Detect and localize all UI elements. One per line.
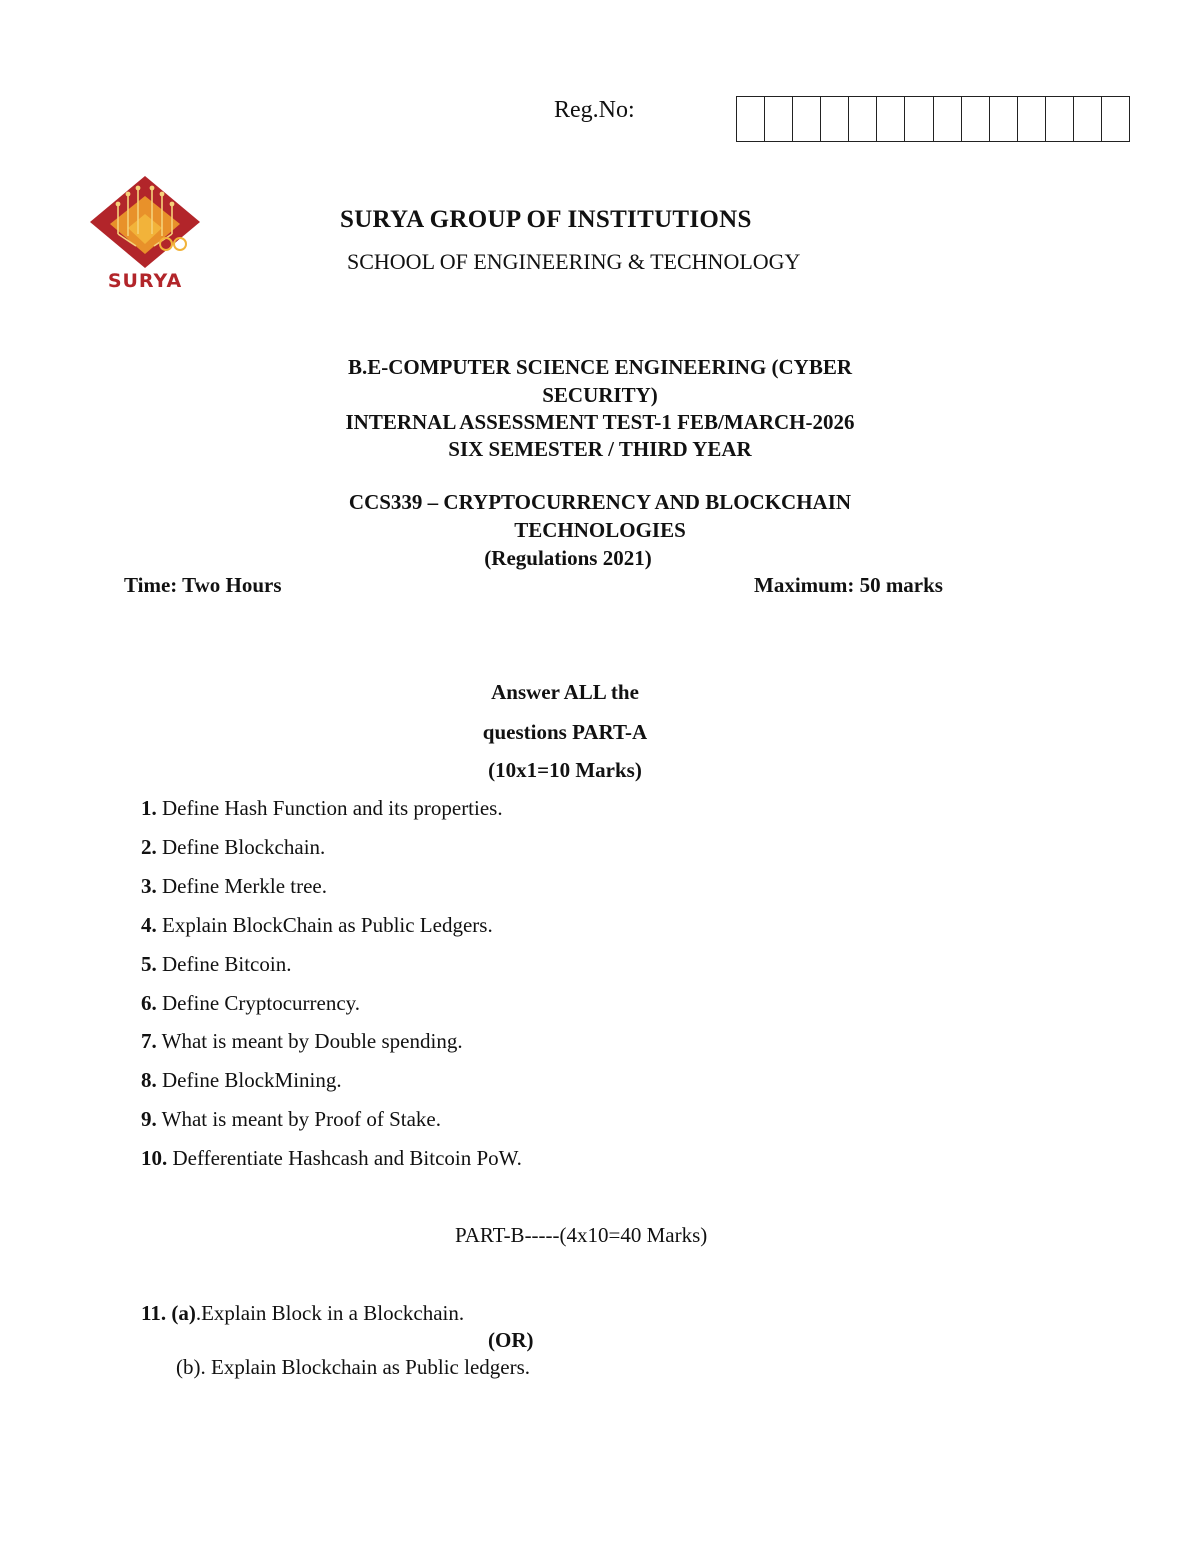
institution-name: SURYA GROUP OF INSTITUTIONS bbox=[340, 206, 752, 233]
reg-no-boxes[interactable] bbox=[736, 96, 1130, 142]
or-separator: (OR) bbox=[488, 1328, 534, 1352]
reg-no-digit-box[interactable] bbox=[765, 97, 793, 141]
reg-no-digit-box[interactable] bbox=[990, 97, 1018, 141]
question-item bbox=[141, 1029, 463, 1054]
question-text: Define Merkle tree. bbox=[162, 873, 327, 898]
question-11a bbox=[141, 1301, 464, 1326]
question-text: Define Bitcoin. bbox=[162, 951, 292, 976]
reg-no-digit-box[interactable] bbox=[821, 97, 849, 141]
reg-no-digit-box[interactable] bbox=[793, 97, 821, 141]
course-title-line1: B.E-COMPUTER SCIENCE ENGINEERING (CYBER bbox=[347, 355, 853, 379]
reg-no-digit-box[interactable] bbox=[1046, 97, 1074, 141]
regulations: (Regulations 2021) bbox=[484, 546, 652, 570]
question-number: 3. bbox=[141, 873, 157, 898]
reg-no-digit-box[interactable] bbox=[1102, 97, 1129, 141]
subject-title-line2: TECHNOLOGIES bbox=[514, 518, 686, 542]
subject-title-line1: CCS339 – CRYPTOCURRENCY AND BLOCKCHAIN bbox=[348, 490, 852, 514]
course-title-line2: SECURITY) bbox=[542, 383, 658, 407]
reg-no-digit-box[interactable] bbox=[877, 97, 905, 141]
reg-no-digit-box[interactable] bbox=[962, 97, 990, 141]
question-number: 11. bbox=[141, 1301, 167, 1325]
question-text: Define Hash Function and its properties. bbox=[162, 796, 503, 820]
reg-no-digit-box[interactable] bbox=[905, 97, 933, 141]
question-11b: (b). Explain Blockchain as Public ledgers. bbox=[176, 1355, 530, 1379]
test-name: INTERNAL ASSESSMENT TEST-1 FEB/MARCH-2026 bbox=[345, 410, 855, 434]
part-a-instruction-line2: questions PART-A bbox=[482, 720, 648, 744]
semester-year: SIX SEMESTER / THIRD YEAR bbox=[448, 437, 752, 461]
question-item bbox=[141, 1068, 342, 1093]
question-item bbox=[141, 1146, 522, 1171]
question-text: What is meant by Double spending. bbox=[161, 1029, 463, 1054]
question-number: 1. bbox=[141, 796, 157, 820]
question-number: 6. bbox=[141, 990, 157, 1015]
option-a-text: .Explain Block in a Blockchain. bbox=[195, 1301, 465, 1325]
maximum-marks: Maximum: 50 marks bbox=[754, 573, 943, 597]
exam-duration: Time: Two Hours bbox=[124, 573, 282, 597]
question-text: Explain BlockChain as Public Ledgers. bbox=[162, 912, 493, 937]
question-number: 2. bbox=[141, 834, 157, 859]
question-item bbox=[141, 991, 360, 1016]
question-number: 4. bbox=[141, 912, 157, 937]
question-number: 9. bbox=[141, 1107, 157, 1132]
part-a-instruction-line1: Answer ALL the bbox=[491, 680, 639, 704]
question-number: 10. bbox=[141, 1146, 168, 1171]
part-b-heading: PART-B-----(4x10=40 Marks) bbox=[455, 1223, 708, 1247]
question-text: What is meant by Proof of Stake. bbox=[161, 1107, 441, 1132]
logo-wordmark: SURYA bbox=[107, 270, 183, 292]
question-item bbox=[141, 1107, 441, 1132]
question-number: 8. bbox=[141, 1068, 157, 1093]
question-item bbox=[141, 835, 325, 860]
reg-no-digit-box[interactable] bbox=[934, 97, 962, 141]
question-text: Define Cryptocurrency. bbox=[162, 990, 361, 1015]
option-a-label: (a) bbox=[171, 1301, 196, 1325]
question-text: Defferentiate Hashcash and Bitcoin PoW. bbox=[172, 1146, 522, 1171]
surya-logo bbox=[88, 174, 202, 298]
question-text: Define Blockchain. bbox=[162, 834, 326, 859]
school-name: SCHOOL OF ENGINEERING & TECHNOLOGY bbox=[347, 249, 801, 274]
logo-emblem-icon bbox=[88, 174, 202, 270]
reg-no-digit-box[interactable] bbox=[737, 97, 765, 141]
question-text: Define BlockMining. bbox=[162, 1068, 342, 1093]
reg-no-digit-box[interactable] bbox=[1018, 97, 1046, 141]
reg-no-digit-box[interactable] bbox=[1074, 97, 1102, 141]
question-item bbox=[141, 874, 327, 899]
reg-no-label: Reg.No: bbox=[554, 97, 635, 123]
reg-no-digit-box[interactable] bbox=[849, 97, 877, 141]
question-number: 7. bbox=[141, 1029, 157, 1054]
part-a-marks: (10x1=10 Marks) bbox=[488, 758, 642, 782]
question-item bbox=[141, 913, 493, 938]
question-item bbox=[141, 952, 291, 977]
question-number: 5. bbox=[141, 951, 157, 976]
question-item bbox=[141, 796, 503, 821]
